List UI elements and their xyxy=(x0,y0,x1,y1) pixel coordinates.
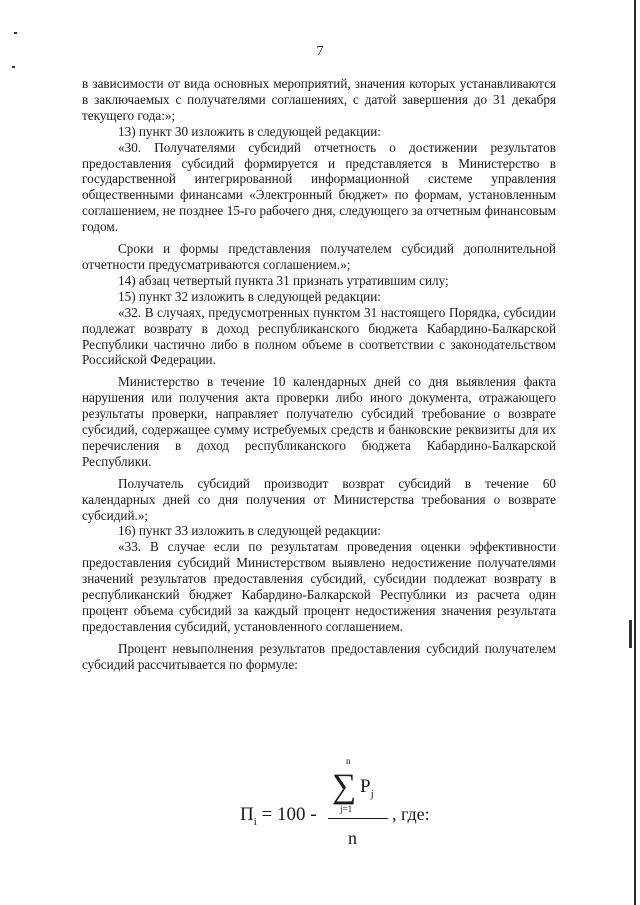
document-body xyxy=(82,76,556,673)
formula xyxy=(240,752,500,867)
paragraph: 14) абзац четвертый пункта 31 признать утратившим силу; xyxy=(118,272,449,288)
paragraph: «32. В случаях, предусмотренных пунктом 31 настоящего Порядка, субсидии подлежат возврату в доход республиканского бюджета Кабардино-Балкарской Республики частично либо в полном объеме в соответствии с законодательством Российской Федерации. xyxy=(82,304,556,368)
formula-term xyxy=(360,776,374,800)
scan-mark xyxy=(12,66,15,68)
formula-fraction-line xyxy=(328,818,388,819)
paragraph: в зависимости от вида основных мероприятий, значения которых устанавливаются в заключаемых с получателями соглашениях, с датой завершения до 31 декабря текущего года:»; xyxy=(82,76,556,123)
formula-sum-symbol: ∑ xyxy=(332,768,357,805)
page-number: 7 xyxy=(316,44,324,59)
paragraph: «33. В случае если по результатам проведения оценки эффективности предоставления субсидий Министерством выявлено недостижение получателями значений результатов предоставления субсидий, субсидии подлежат возврату в республиканский бюджет Кабардино-Балкарской Республики из расчета один процент объема субсидий за каждый процент недостижения значения результата предоставления субсидий, установленного соглашением. xyxy=(82,539,556,634)
formula-equals: = 100 - xyxy=(256,804,317,825)
formula-term-subscript: j xyxy=(370,787,374,800)
paragraph: Процент невыполнения результатов предоставления субсидий получателем субсидий рассчитывается по формуле: xyxy=(82,640,556,672)
paragraph: Министерство в течение 10 календарных дней со дня выявления факта нарушения или получения акта проверки либо иного документа, отражающего результаты проверки, направляет получателю субсидий требование о возврате субсидий, содержащее сумму истребуемых средств и банковские реквизиты для их перечисления в доход республиканского бюджета Кабардино-Балкарской Республики. xyxy=(82,374,556,469)
formula-tail: , где: xyxy=(392,804,430,824)
paragraph: Сроки и формы представления получателем субсидий дополнительной отчетности предусматриваются соглашением.»; xyxy=(82,241,556,272)
paragraph: 15) пункт 32 изложить в следующей редакции: xyxy=(118,288,381,304)
formula-denominator: n xyxy=(348,828,357,848)
formula-lhs-symbol: П xyxy=(240,804,254,825)
formula-term-symbol: P xyxy=(360,776,371,797)
scan-edge-mark xyxy=(629,620,632,648)
formula-lhs xyxy=(240,804,317,828)
paragraph: Получатель субсидий производит возврат субсидий в течение 60 календарных дней со дня получения от Министерства требования о возврате субсидий.»; xyxy=(82,475,556,523)
paragraph: «30. Получателями субсидий отчетность о достижении результатов предоставления субсидий формируется и представляется в Министерство в государственной интегрированной информационной системе управления общественными финансами «Электронный бюджет» по формам, установленным соглашением, не позднее 15-го рабочего дня, следующего за отчетным финансовым годом. xyxy=(82,139,556,235)
scan-mark xyxy=(14,32,17,34)
formula-sum-upper: n xyxy=(346,756,351,766)
formula-sum-lower: j=1 xyxy=(340,804,353,814)
scan-edge-line xyxy=(634,0,636,905)
formula-fraction xyxy=(326,752,392,862)
formula-lhs-subscript: i xyxy=(253,815,257,828)
paragraph: 16) пункт 33 изложить в следующей редакции: xyxy=(118,523,381,539)
paragraph: 13) пункт 30 изложить в следующей редакции: xyxy=(118,123,381,139)
